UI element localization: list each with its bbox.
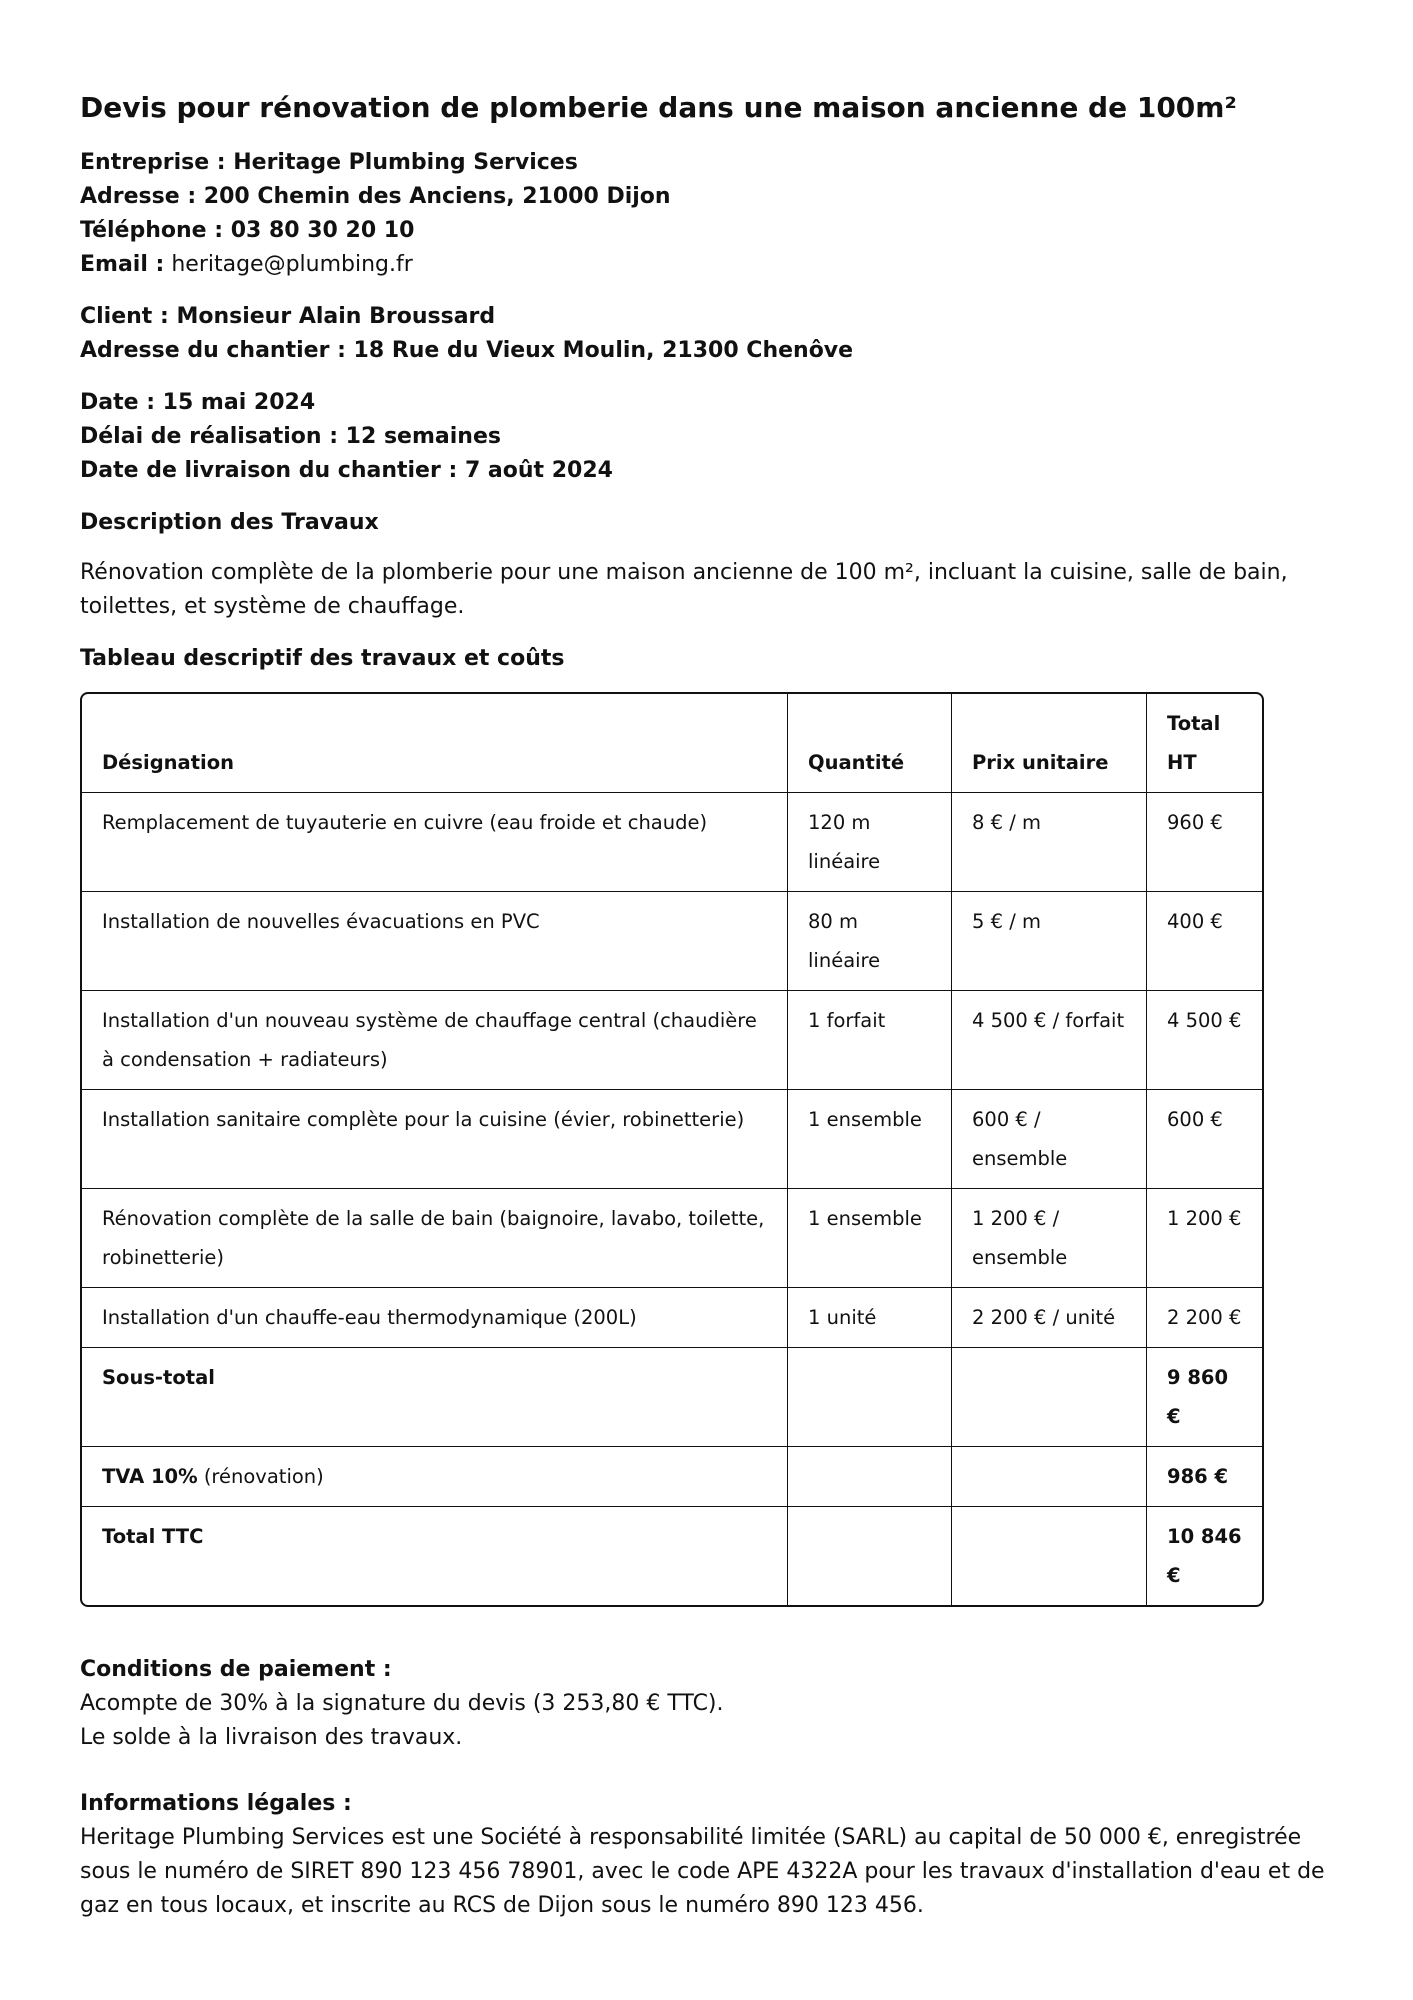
legal-text: Heritage Plumbing Services est une Société à responsabilité limitée (SARL) au capital de 50 000 €, enregistrée sous le numéro de SIRET 890 123 456 78901, avec le code APE 4322A pour les travaux d'installation d'eau et de gaz en tous locaux, et inscrite au RCS de Dijon sous le numéro 890 123 456. xyxy=(80,1825,1325,1918)
table-row xyxy=(82,793,1262,892)
cell-designation: Rénovation complète de la salle de bain (baignoire, lavabo, toilette, robinetterie) xyxy=(82,1189,788,1288)
dates-info xyxy=(80,386,1330,488)
tva-label-note: (rénovation) xyxy=(197,1465,324,1488)
empty-cell xyxy=(952,1507,1147,1605)
subtotal-label: Sous-total xyxy=(82,1348,788,1447)
total-value: 10 846 € xyxy=(1167,1525,1242,1587)
table-heading: Tableau descriptif des travaux et coûts xyxy=(80,646,565,671)
table-row xyxy=(82,1189,1262,1288)
cell-quantity: 1 ensemble xyxy=(788,1090,952,1189)
cell-unit-price: 600 € / ensemble xyxy=(952,1090,1147,1189)
cell-designation: Remplacement de tuyauterie en cuivre (eau froide et chaude) xyxy=(82,793,788,892)
cell-unit-price: 5 € / m xyxy=(952,892,1147,991)
cell-unit-price: 1 200 € / ensemble xyxy=(952,1189,1147,1288)
tva-row xyxy=(82,1447,1262,1507)
table-row xyxy=(82,1090,1262,1189)
cell-quantity: 80 m linéaire xyxy=(788,892,952,991)
site-address: Adresse du chantier : 18 Rue du Vieux Moulin, 21300 Chenôve xyxy=(80,338,854,363)
cell-total: 400 € xyxy=(1147,892,1262,991)
tva-label-bold: TVA 10% xyxy=(102,1465,198,1488)
quote-document xyxy=(80,88,1330,1923)
company-info xyxy=(80,146,1330,282)
cell-total: 2 200 € xyxy=(1147,1288,1262,1348)
cell-total: 4 500 € xyxy=(1147,991,1262,1090)
cell-designation: Installation d'un chauffe-eau thermodynamique (200L) xyxy=(82,1288,788,1348)
cell-total: 960 € xyxy=(1147,793,1262,892)
page-title: Devis pour rénovation de plomberie dans une maison ancienne de 100m² xyxy=(80,91,1237,124)
empty-cell xyxy=(952,1348,1147,1447)
header-quantity: Quantité xyxy=(788,694,952,793)
payment-line: Le solde à la livraison des travaux. xyxy=(80,1725,463,1750)
cost-table xyxy=(80,692,1264,1607)
cell-unit-price: 2 200 € / unité xyxy=(952,1288,1147,1348)
delivery-date: Date de livraison du chantier : 7 août 2024 xyxy=(80,458,613,483)
legal-section xyxy=(80,1787,1330,1923)
header-total-ht: Total HT xyxy=(1147,694,1262,793)
cell-total: 1 200 € xyxy=(1147,1189,1262,1288)
cell-designation: Installation d'un nouveau système de chauffage central (chaudière à condensation + radiateurs) xyxy=(82,991,788,1090)
tva-value: 986 € xyxy=(1147,1447,1262,1507)
table-row xyxy=(82,892,1262,991)
cell-quantity: 1 forfait xyxy=(788,991,952,1090)
total-label: Total TTC xyxy=(82,1507,788,1605)
company-email xyxy=(80,248,1330,282)
company-phone: Téléphone : 03 80 30 20 10 xyxy=(80,218,415,243)
cell-designation: Installation de nouvelles évacuations en PVC xyxy=(82,892,788,991)
empty-cell xyxy=(788,1447,952,1507)
payment-section xyxy=(80,1653,1330,1755)
client-info xyxy=(80,300,1330,368)
payment-heading: Conditions de paiement : xyxy=(80,1657,392,1682)
subtotal-row xyxy=(82,1348,1262,1447)
cell-unit-price: 8 € / m xyxy=(952,793,1147,892)
email-value: heritage@plumbing.fr xyxy=(171,252,413,277)
cell-quantity: 1 unité xyxy=(788,1288,952,1348)
work-delay: Délai de réalisation : 12 semaines xyxy=(80,424,501,449)
payment-line: Acompte de 30% à la signature du devis (3 253,80 € TTC). xyxy=(80,1691,724,1716)
empty-cell xyxy=(952,1447,1147,1507)
client-name: Client : Monsieur Alain Broussard xyxy=(80,304,496,329)
empty-cell xyxy=(788,1348,952,1447)
company-name: Entreprise : Heritage Plumbing Services xyxy=(80,150,578,175)
header-designation: Désignation xyxy=(82,694,788,793)
cell-total: 600 € xyxy=(1147,1090,1262,1189)
cell-designation: Installation sanitaire complète pour la cuisine (évier, robinetterie) xyxy=(82,1090,788,1189)
description-text: Rénovation complète de la plomberie pour une maison ancienne de 100 m², incluant la cuisine, salle de bain, toilettes, et système de chauffage. xyxy=(80,560,1288,619)
tva-label xyxy=(82,1447,788,1507)
table-row xyxy=(82,991,1262,1090)
subtotal-value: 9 860 € xyxy=(1147,1348,1262,1447)
cell-quantity: 120 m linéaire xyxy=(788,793,952,892)
cell-unit-price: 4 500 € / forfait xyxy=(952,991,1147,1090)
company-address: Adresse : 200 Chemin des Anciens, 21000 Dijon xyxy=(80,184,671,209)
table-row xyxy=(82,1288,1262,1348)
total-row xyxy=(82,1507,1262,1605)
cell-quantity: 1 ensemble xyxy=(788,1189,952,1288)
empty-cell xyxy=(788,1507,952,1605)
quote-date: Date : 15 mai 2024 xyxy=(80,390,316,415)
email-label: Email : xyxy=(80,252,165,277)
header-unit-price: Prix unitaire xyxy=(952,694,1147,793)
description-heading: Description des Travaux xyxy=(80,510,379,535)
table-header-row xyxy=(82,694,1262,793)
legal-heading: Informations légales : xyxy=(80,1791,352,1816)
